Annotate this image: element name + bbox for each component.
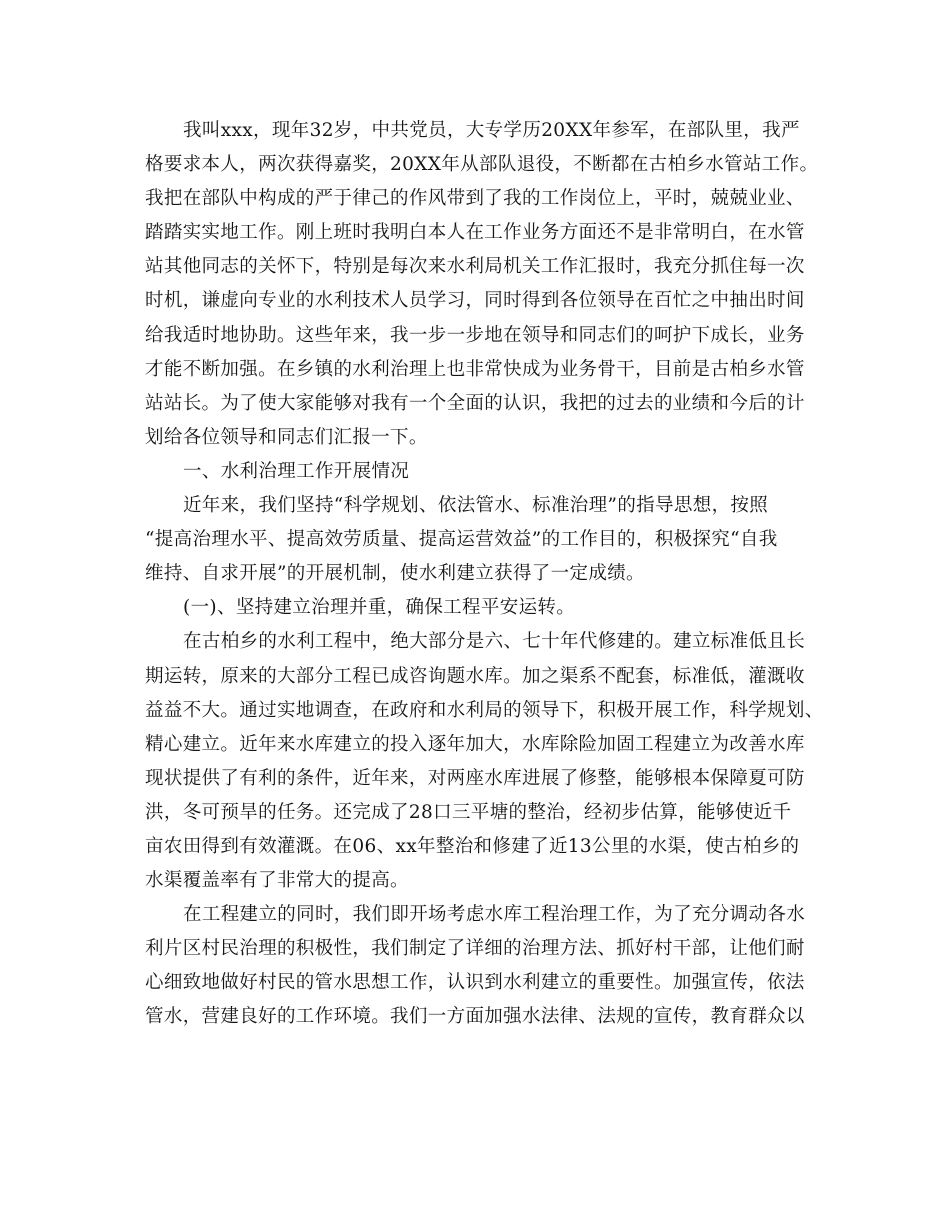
paragraph-line: 在古柏乡的水利工程中，绝大部分是六、七十年代修建的。建立标准低且长	[183, 631, 806, 653]
paragraph-line: 精心建立。近年来水库建立的投入逐年加大，水库除险加固工程建立为改善水库	[145, 733, 805, 755]
paragraph-line: 在工程建立的同时，我们即开场考虑水库工程治理工作，为了充分调动各水	[183, 904, 806, 926]
paragraph-line: 期运转，原来的大部分工程已成咨询题水库。加之渠系不配套，标准低，灌溉收	[145, 665, 805, 687]
paragraph-line: 我把在部队中构成的严于律己的作风带到了我的工作岗位上，平时，兢兢业业、	[145, 188, 805, 210]
paragraph-line: 时机，谦虚向专业的水利技术人员学习，同时得到各位领导在百忙之中抽出时间	[145, 290, 805, 312]
paragraph-line: 划给各位领导和同志们汇报一下。	[145, 426, 428, 448]
paragraph-line: 站其他同志的关怀下，特别是每次来水利局机关工作汇报时，我充分抓住每一次	[145, 256, 805, 278]
subsection-heading: (一)、坚持建立治理并重，确保工程平安运转。	[183, 597, 576, 619]
paragraph-line: 管水，营建良好的工作环境。我们一方面加强水法律、法规的宣传，教育群众以	[145, 1006, 805, 1028]
paragraph-line: 站站长。为了使大家能够对我有一个全面的认识，我把的过去的业绩和今后的计	[145, 392, 805, 414]
paragraph-line: 心细致地做好村民的管水思想工作，认识到水利建立的重要性。加强宣传，依法	[145, 972, 805, 994]
paragraph-line: 近年来，我们坚持“科学规划、依法管水、标准治理”的指导思想，按照	[183, 495, 769, 517]
section-heading: 一、水利治理工作开展情况	[183, 460, 410, 482]
paragraph-line: 格要求本人，两次获得嘉奖，20XX年从部队退役，不断都在古柏乡水管站工作。	[145, 154, 819, 176]
paragraph-line: 给我适时地协助。这些年来，我一步一步地在领导和同志们的呵护下成长，业务	[145, 324, 805, 346]
paragraph-line: 踏踏实实地工作。刚上班时我明白本人在工作业务方面还不是非常明白，在水管	[145, 222, 805, 244]
paragraph-line: “提高治理水平、提高效劳质量、提高运营效益”的工作目的，积极探究“自我	[145, 529, 778, 551]
paragraph-line: 亩农田得到有效灌溉。在06、xx年整治和修建了近13公里的水渠，使古柏乡的	[145, 835, 800, 857]
paragraph-line: 利片区村民治理的积极性，我们制定了详细的治理方法、抓好村干部，让他们耐	[145, 938, 805, 960]
document-body	[145, 114, 824, 1035]
paragraph-line: 水渠覆盖率有了非常大的提高。	[145, 870, 409, 892]
paragraph-line: 现状提供了有利的条件，近年来，对两座水库进展了修整，能够根本保障夏可防	[145, 767, 805, 789]
paragraph-line: 我叫xxx，现年32岁，中共党员，大专学历20XX年参军，在部队里，我严	[183, 120, 800, 141]
paragraph-line: 才能不断加强。在乡镇的水利治理上也非常快成为业务骨干，目前是古柏乡水管	[145, 358, 805, 380]
paragraph-line: 洪，冬可预旱的任务。还完成了28口三平塘的整治，经初步估算，能够使近千	[145, 801, 792, 823]
paragraph-line: 维持、自求开展”的开展机制，使水利建立获得了一定成绩。	[145, 563, 645, 585]
paragraph-line: 益益不大。通过实地调查，在政府和水利局的领导下，积极开展工作，科学规划、	[145, 699, 824, 721]
